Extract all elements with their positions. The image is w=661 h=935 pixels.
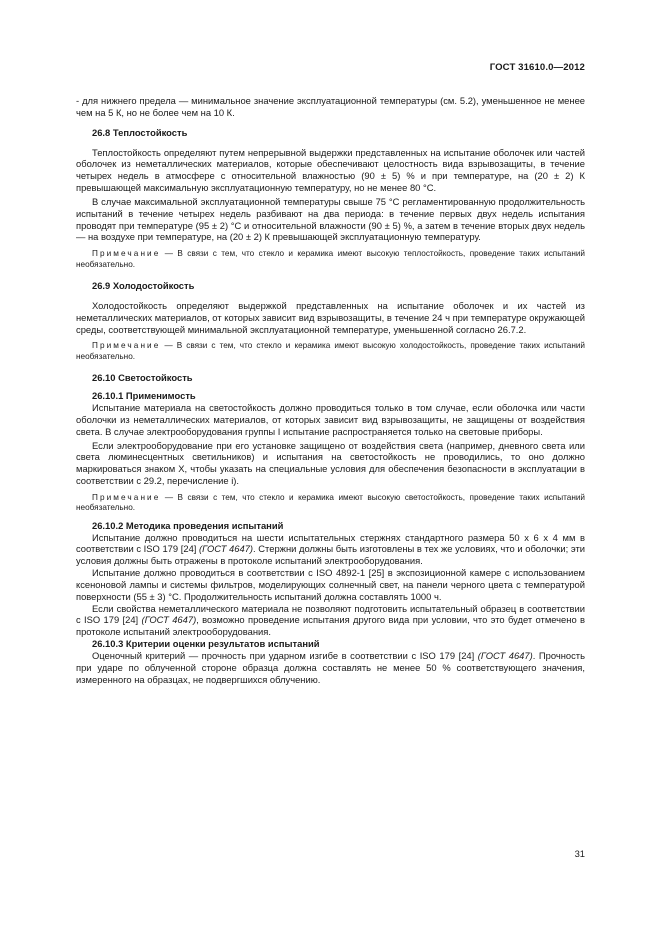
standard-reference: (ГОСТ 4647) bbox=[199, 543, 254, 555]
section-26-8-title: 26.8 Теплостойкость bbox=[92, 126, 188, 138]
section-26-10-1-title: 26.10.1 Применимость bbox=[92, 390, 196, 402]
text-run: Если свойства неметаллического материала не позволяют подготовить испытательный образец в соответствии с ISO 179 [24] bbox=[76, 602, 585, 626]
text-run: , возможно проведение испытания другого вида при условии, что это будет отмечено в протоколе испытаний электрооборудования. bbox=[76, 614, 585, 638]
section-26-10-2-title: 26.10.2 Методика проведения испытаний bbox=[92, 519, 284, 531]
note-label: Примечание bbox=[92, 341, 161, 351]
page-number: 31 bbox=[574, 848, 585, 859]
intro-paragraph: - для нижнего предела — минимальное значение эксплуатационной температуры (см. 5.2), уменьшенное не менее чем на 5 К, но не более чем на 10 К. bbox=[76, 95, 585, 118]
standard-reference: (ГОСТ 4647) bbox=[477, 649, 533, 661]
section-26-10-1-paragraph-2: Если электрооборудование при его установке защищено от воздействия света (например, дневного света или света люминесцентных светильников) и испытания на светостойкость не проводились, то оно должно маркироваться знаком X, чтобы указать на специальные условия для обеспечения безопасности в эксплуатации в соответствии с 29.2, перечисление i). bbox=[76, 439, 585, 487]
note-text: — В связи с тем, что стекло и керамика имеют высокую теплостойкость, проведение таких испытаний необязательно. bbox=[76, 249, 585, 269]
section-26-8-note bbox=[76, 249, 585, 270]
page-content bbox=[76, 95, 585, 686]
section-26-10-2-paragraph-2: Испытание должно проводиться в соответствии с ISO 4892-1 [25] в экспозиционной камере с использованием ксеноновой лампы и системы фильтров, моделирующих солнечный свет, на панели черного цвета с температурой поверхности (55 ± 3) °С. Продолжительность испытаний должна составлять 1000 ч. bbox=[76, 567, 585, 602]
note-text: — В связи с тем, что стекло и керамика имеют высокую светостойкость, проведение таких испытаний необязательно. bbox=[76, 492, 585, 513]
section-26-10-note bbox=[76, 493, 585, 514]
note-text: — В связи с тем, что стекло и керамика имеют высокую холодостойкость, проведение таких испытаний необязательно. bbox=[76, 341, 585, 361]
section-26-10-3-title: 26.10.3 Критерии оценки результатов испытаний bbox=[92, 638, 320, 650]
section-26-10-1-paragraph-1: Испытание материала на светостойкость должно проводиться только в том случае, если оболочка или части оболочки из неметаллических материалов, от которых зависит вид взрывозащиты, не защищены от воздействия света. В случае электрооборудования группы I испытание распространяется только на световые приборы. bbox=[76, 401, 585, 437]
section-26-8-paragraph-2: В случае максимальной эксплуатационной температуры свыше 75 °С регламентированную продолжительность испытаний в течение четырех недель разбивают на два периода: в течение первых двух недель испытания проводят при температуре (95 ± 2) °С и относительной влажности (90 ± 5) %, а затем в течение вторых двух недель — на воздухе при температуре, на (20 ± 2) К превышающей эксплуатационную температуру. bbox=[76, 195, 585, 243]
note-label: Примечание bbox=[92, 249, 161, 259]
section-26-9-title: 26.9 Холодостойкость bbox=[92, 280, 195, 292]
section-26-9-note bbox=[76, 341, 585, 362]
text-run: . Прочность при ударе по облученной стороне образца должна составлять не менее 50 % соответствующего значения, измеренного на образцах, не подвергшихся облучению. bbox=[76, 649, 585, 685]
document-id: ГОСТ 31610.0—2012 bbox=[489, 62, 585, 73]
section-26-10-2-paragraph-3 bbox=[76, 603, 585, 639]
note-label: Примечание bbox=[92, 492, 161, 502]
section-26-10-2-paragraph-1 bbox=[76, 532, 585, 568]
standard-reference: (ГОСТ 4647) bbox=[141, 614, 197, 626]
section-26-10-title: 26.10 Светостойкость bbox=[92, 372, 193, 384]
section-26-10-3-paragraph-1 bbox=[76, 650, 585, 686]
section-26-9-paragraph-1: Холодостойкость определяют выдержкой представленных на испытание оболочек и их частей из неметаллических материалов, от которых зависит вид взрывозащиты, в течение 24 ч при температуре окружающей среды, соответствующей минимальной эксплуатационной температуре, уменьшенной согласно 26.7.2. bbox=[76, 299, 585, 335]
section-26-8-paragraph-1: Теплостойкость определяют путем непрерывной выдержки представленных на испытание оболочек или частей оболочек из неметаллических материалов, которые обеспечивают целостность вида взрывозащиты, в течение четырех недель в атмосфере с относительной влажностью (90 ± 5) % и при температуре, на (20 ± 2) К превышающей максимальную эксплуатационную температуру, но не менее 80 °С. bbox=[76, 146, 585, 194]
text-run: . Стержни должны быть изготовлены в тех же условиях, что и оболочки; эти условия должны быть отражены в протоколе испытаний электрооборудования. bbox=[76, 543, 585, 567]
text-run: Оценочный критерий — прочность при ударном изгибе в соответствии с ISO 179 [24] bbox=[92, 649, 478, 661]
text-run: Испытание должно проводиться на шести испытательных стержнях стандартного размера 50 х 6 х 4 мм в соответствии с ISO 179 [24] bbox=[76, 531, 585, 555]
